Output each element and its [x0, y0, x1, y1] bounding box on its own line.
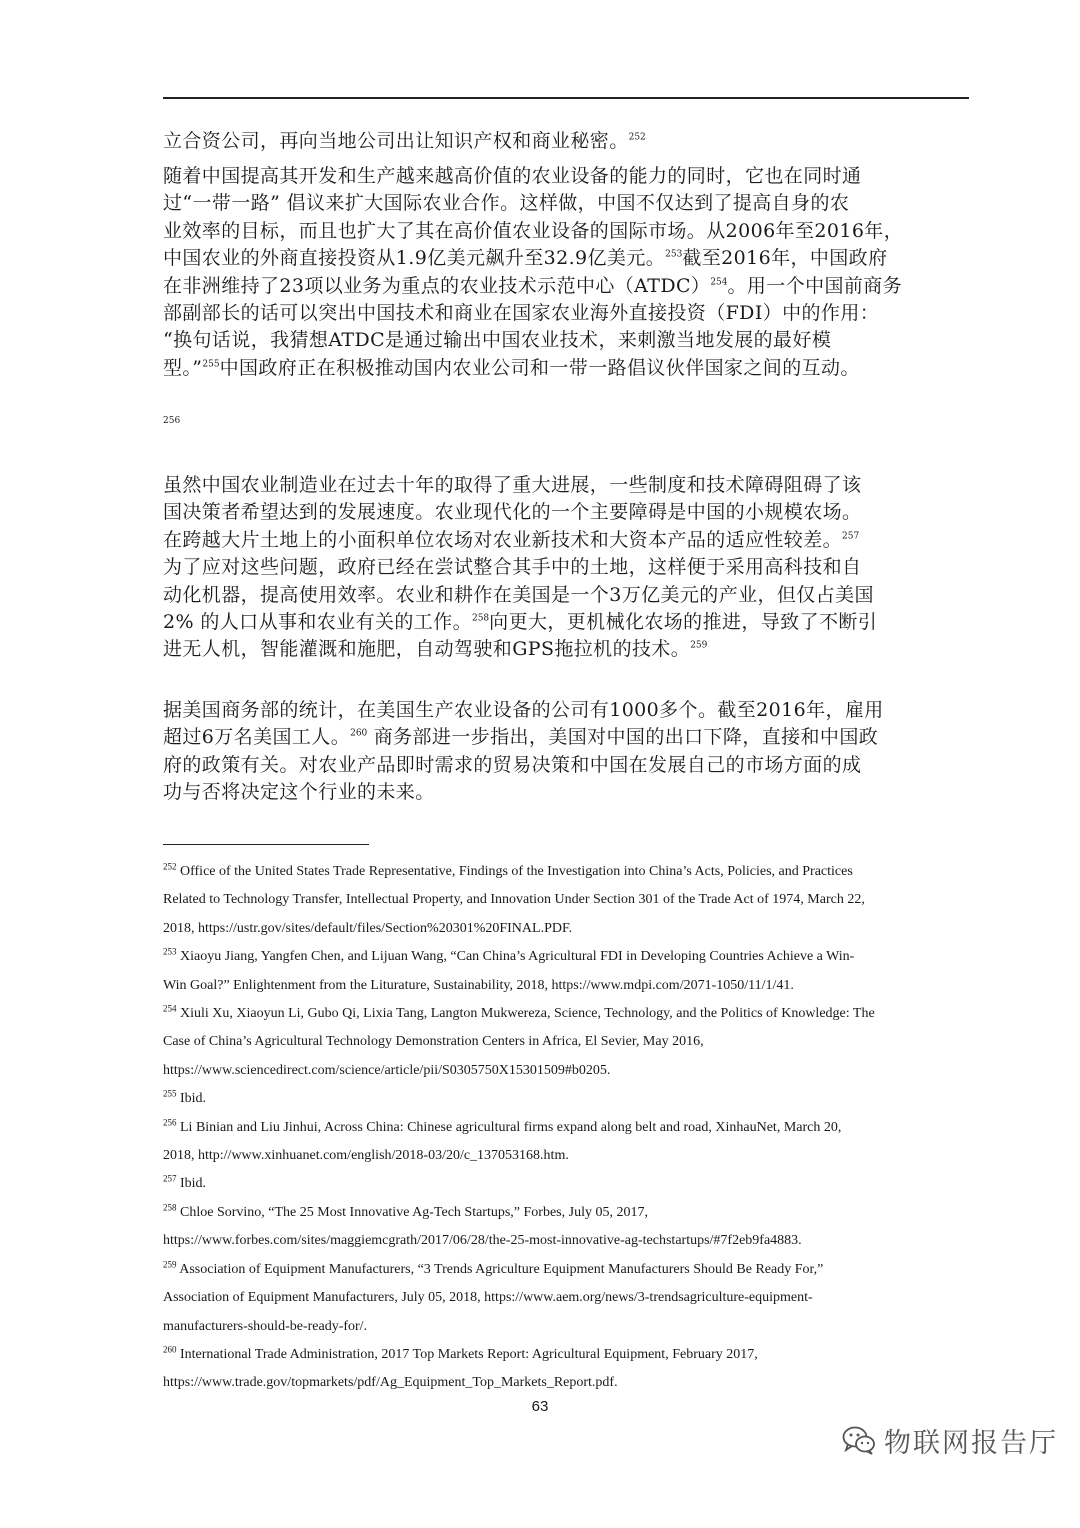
- footnotes: [163, 858, 973, 1398]
- text-line: [163, 582, 973, 609]
- footnote-number: 257: [163, 1173, 177, 1184]
- paragraph: [163, 128, 973, 155]
- paragraph: [163, 697, 973, 807]
- line-text: 型。”: [163, 356, 203, 379]
- text-line: [163, 527, 973, 554]
- footnote-text[interactable]: https://www.trade.gov/topmarkets/pdf/Ag_Equipment_Top_Markets_Report.pdf.: [163, 1375, 618, 1391]
- footnote-line: [163, 1227, 973, 1255]
- footnote-text[interactable]: https://www.sciencedirect.com/science/article/pii/S0305750X15301509#b0205.: [163, 1062, 611, 1078]
- line-text: 中国农业的外商直接投资从1.9亿美元飙升至32.9亿美元。: [163, 247, 666, 270]
- line-text: 随着中国提高其开发和生产越来越高价值的农业设备的能力的同时，它也在同时通: [163, 165, 862, 187]
- footnote-text[interactable]: Association of Equipment Manufacturers, “3 Trends Agriculture Equipment Manufacturers Should Be Ready For,”: [179, 1261, 824, 1277]
- footnote-text[interactable]: Win Goal?” Enlightenment from the Liturature, Sustainability, 2018, https://www.mdpi.com/2071-1050/11/1/41.: [163, 977, 794, 993]
- footnote: [163, 1000, 973, 1085]
- watermark: [842, 1420, 1058, 1460]
- text-line: [163, 128, 973, 155]
- text-line: [163, 724, 973, 751]
- text-line: [163, 472, 973, 499]
- footnote-ref-256: 256: [163, 416, 181, 426]
- footnote-number: 253: [163, 946, 177, 957]
- line-text: 进无人机，智能灌溉和施肥，自动驾驶和GPS拖拉机的技术。: [163, 638, 691, 661]
- footnote-separator: [163, 844, 369, 845]
- footnote-number: 252: [163, 861, 177, 872]
- footnote-text[interactable]: Related to Technology Transfer, Intellectual Property, and Innovation Under Section 301 of the Trade Act of 1974, March 22,: [163, 892, 865, 908]
- wechat-icon: [842, 1425, 876, 1455]
- line-text: 2% 的人口从事和农业有关的工作。: [163, 611, 472, 634]
- footnote-line: [163, 972, 973, 1000]
- line-text: 在非洲维持了23项以业务为重点的农业技术示范中心（ATDC）: [163, 274, 711, 297]
- footnote-text[interactable]: manufacturers-should-be-ready-for/.: [163, 1318, 368, 1334]
- line-text: 中国政府正在积极推动国内农业公司和一带一路倡议伙伴国家之间的互动。: [219, 356, 860, 379]
- footnote-text[interactable]: Chloe Sorvino, “The 25 Most Innovative Ag-Tech Startups,” Forbes, July 05, 2017,: [180, 1204, 648, 1220]
- footnote-text[interactable]: https://www.forbes.com/sites/maggiemcgrath/2017/06/28/the-25-most-innovative-ag-techstartups/#7f2eb9fa4883.: [163, 1233, 802, 1249]
- footnote-number: 260: [163, 1344, 177, 1355]
- line-text: 业效率的目标，而且也扩大了其在高价值农业设备的国际市场。从2006年至2016年，: [163, 219, 904, 242]
- footnote-line: [163, 1000, 973, 1028]
- footnote: [163, 1114, 973, 1171]
- line-text: 部副部长的话可以突出中国技术和商业在国家农业海外直接投资（FDI）中的作用：: [163, 302, 880, 325]
- footnote-ref: 259: [690, 641, 708, 652]
- text-line: [163, 697, 973, 724]
- line-text: 。用一个中国前商务: [727, 274, 903, 297]
- line-text: 国决策者希望达到的发展速度。农业现代化的一个主要障碍是中国的小规模农场。: [163, 501, 862, 524]
- footnote-ref: 252: [628, 132, 646, 143]
- footnote: [163, 1256, 973, 1341]
- line-text: 商务部进一步指出，美国对中国的出口下降，直接和中国政: [367, 726, 879, 749]
- footnote-text[interactable]: Ibid.: [180, 1091, 207, 1107]
- footnote-text[interactable]: International Trade Administration, 2017 Top Markets Report: Agricultural Equipment, February 2017,: [180, 1346, 758, 1362]
- footnote-line: [163, 858, 973, 886]
- footnote-line: [163, 1284, 973, 1312]
- footnote-text[interactable]: Li Binian and Liu Jinhui, Across China: Chinese agricultural firms expand along belt and road, XinhauNet, March 20,: [180, 1119, 842, 1135]
- line-text: 在跨越大片土地上的小面积单位农场对农业新技术和大资本产品的适应性较差。: [163, 528, 843, 551]
- footnote-line: [163, 886, 973, 914]
- line-text: 功与否将决定这个行业的未来。: [163, 781, 435, 804]
- footnote-number: 259: [163, 1259, 177, 1270]
- line-text: 据美国商务部的统计，在美国生产农业设备的公司有1000多个。截至2016年，雇用: [163, 699, 884, 721]
- footnote-text[interactable]: Case of China’s Agricultural Technology Demonstration Centers in Africa, El Sevier, May 2016,: [163, 1034, 704, 1050]
- footnote-line: [163, 1256, 973, 1284]
- footnote-text[interactable]: Office of the United States Trade Representative, Findings of the Investigation into China’s Acts, Policies, and Practices: [180, 864, 853, 879]
- text-line: [163, 273, 973, 300]
- footnote-line: [163, 1028, 973, 1056]
- text-line: [163, 499, 973, 526]
- line-text: 立合资公司，再向当地公司出让知识产权和商业秘密。: [163, 130, 629, 152]
- paragraph: [163, 163, 973, 382]
- footnote-line: [163, 1114, 973, 1142]
- line-text: 为了应对这些问题，政府已经在尝试整合其手中的土地，这样便于采用高科技和自: [163, 556, 862, 579]
- footnote-text[interactable]: 2018, http://www.xinhuanet.com/english/2018-03/20/c_137053168.htm.: [163, 1148, 569, 1164]
- footnote-ref: 260: [350, 729, 368, 740]
- text-line: [163, 163, 973, 190]
- footnote-ref: 254: [710, 277, 728, 288]
- footnote: [163, 1199, 973, 1256]
- text-line: [163, 245, 973, 272]
- header-rule: [163, 97, 969, 99]
- footnote-ref: 258: [471, 613, 490, 624]
- line-text: 动化机器，提高使用效率。农业和耕作在美国是一个3万亿美元的产业，但仅占美国: [163, 583, 874, 606]
- line-text: 向更大，更机械化农场的推进，导致了不断引: [489, 611, 878, 634]
- footnote-number: 255: [163, 1088, 177, 1099]
- footnote-line: [163, 1085, 973, 1113]
- footnote-ref: 257: [842, 531, 860, 542]
- page-number: 63: [531, 1398, 549, 1415]
- text-line: [163, 752, 973, 779]
- text-line: [163, 300, 973, 327]
- line-text: 超过6万名美国工人。: [163, 726, 351, 749]
- watermark-text: 物联网报告厅: [884, 1427, 1058, 1459]
- footnote-text[interactable]: Ibid.: [180, 1176, 207, 1192]
- footnote: [163, 943, 973, 1000]
- line-text: 过“一带一路” 倡议来扩大国际农业合作。这样做，中国不仅达到了提高自身的农: [163, 192, 850, 215]
- footnote: [163, 1341, 973, 1398]
- text-line: [163, 554, 973, 581]
- footnote-line: [163, 1057, 973, 1085]
- footnote-text[interactable]: Association of Equipment Manufacturers, July 05, 2018, https://www.aem.org/news/3-trendsagriculture-equipment-: [163, 1290, 813, 1306]
- footnote-line: [163, 1170, 973, 1198]
- line-text: “换句话说，我猜想ATDC是通过输出中国农业技术，来刺激当地发展的最好模: [163, 329, 832, 352]
- text-line: [163, 355, 973, 382]
- footnote-ref: 253: [665, 249, 683, 260]
- footnote-line: [163, 1142, 973, 1170]
- text-line: [163, 779, 973, 806]
- text-line: [163, 327, 973, 354]
- footnote-ref: 255: [202, 359, 220, 370]
- text-line: [163, 609, 973, 636]
- footnote-number: 256: [163, 1117, 177, 1127]
- footnote-line: [163, 915, 973, 943]
- footnote-number: 254: [163, 1003, 177, 1014]
- footnote-line: [163, 1341, 973, 1369]
- footnote-text[interactable]: Xiaoyu Jiang, Yangfen Chen, and Lijuan Wang, “Can China’s Agricultural FDI in Developing Countries Achieve a Win-: [180, 949, 855, 965]
- text-line: [163, 636, 973, 663]
- footnote-line: [163, 1199, 973, 1227]
- paragraph: [163, 472, 973, 664]
- line-text: 府的政策有关。对农业产品即时需求的贸易决策和中国在发展自己的市场方面的成: [163, 753, 862, 776]
- text-line: [163, 190, 973, 217]
- footnote-text[interactable]: Xiuli Xu, Xiaoyun Li, Gubo Qi, Lixia Tang, Langton Mukwereza, Science, Technology, and the Politics of Knowledge: The: [180, 1006, 875, 1022]
- footnote-line: [163, 943, 973, 971]
- footnote: [163, 1085, 973, 1113]
- footnote: [163, 858, 973, 943]
- footnote-number: 258: [163, 1202, 177, 1213]
- footnote-text[interactable]: 2018, https://ustr.gov/sites/default/files/Section%20301%20FINAL.PDF.: [163, 920, 573, 936]
- line-text: 虽然中国农业制造业在过去十年的取得了重大进展，一些制度和技术障碍阻碍了该: [163, 474, 862, 496]
- footnote: [163, 1170, 973, 1198]
- line-text: 截至2016年，中国政府: [682, 247, 888, 270]
- text-line: [163, 218, 973, 245]
- footnote-line: [163, 1369, 973, 1397]
- footnote-line: [163, 1313, 973, 1341]
